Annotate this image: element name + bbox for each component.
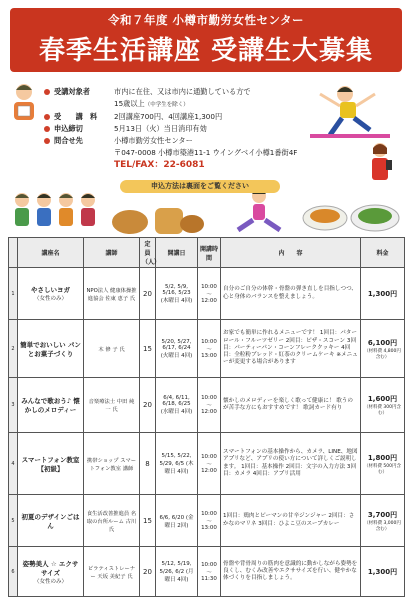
fee-note: （材料費 300円含む）: [363, 405, 402, 416]
dates: 6/4, 6/11, 6/18, 6/25 (水曜日 4回): [156, 378, 198, 433]
dates: 5/12, 5/19, 5/26, 6/2 (月曜日 4回): [156, 547, 198, 597]
yoga-woman-illustration: [232, 186, 287, 236]
info-label: 問合せ先: [54, 136, 83, 145]
exercise-woman-illustration: [300, 80, 400, 140]
row-number: 3: [9, 378, 18, 433]
column-header: 開講時間: [198, 238, 221, 268]
column-header: 内 容: [221, 238, 361, 268]
smartphone-woman-illustration: [360, 140, 400, 190]
info-value-age: 15歳以上: [114, 99, 145, 108]
row-number: 4: [9, 433, 18, 495]
instructor: 携帯ショップ スマートフォン教室 講師: [84, 433, 140, 495]
course-name: 姿勢美人 ☆ エクササイズ: [22, 559, 79, 577]
course-name: 初夏のデザインごはん: [21, 512, 80, 530]
bullet-icon: [44, 126, 50, 132]
dates: 5/15, 5/22, 5/29, 6/5 (木曜日 4回): [156, 433, 198, 495]
fee: 1,300円: [367, 289, 398, 298]
time: 10:00 ～ 12:00: [198, 268, 221, 320]
instructor: 木 修 子 氏: [84, 320, 140, 378]
course-name: みんなで歌おう♪ 懐かしのメロディー: [21, 397, 80, 414]
time: 10:00 ～ 13:00: [198, 320, 221, 378]
dates: 5/20, 5/27, 6/17, 6/24 (火曜日 4回): [156, 320, 198, 378]
info-label: 受 講 料: [54, 112, 98, 121]
time: 10:00 ～ 12:00: [198, 433, 221, 495]
row-number: 5: [9, 495, 18, 547]
instructor: 食生活改善推進員 名取の台所ルーム 古川 氏: [84, 495, 140, 547]
time: 10:00 ～ 12:00: [198, 378, 221, 433]
content: 骨盤や背骨周りの筋肉を意識的に動かしながら姿勢を良くし、むくみ改善やエクササイズを行い、健やかな体づくりを目指しましょう。: [221, 547, 361, 597]
capacity: 20: [140, 378, 156, 433]
content: 懐かしのメロディーを楽しく歌って健康に！ 歌うのが苦手な方にもおすすめです！ 歌詞カード有り: [221, 378, 361, 433]
column-header: 料金: [361, 238, 405, 268]
fee: 1,300円: [367, 567, 398, 576]
course-name: 簡単でおいしい パンとお菓子づくり: [20, 340, 81, 358]
column-header: 開講日: [156, 238, 198, 268]
capacity: 20: [140, 547, 156, 597]
info-row-contact: [44, 135, 304, 171]
course-table: [8, 237, 405, 597]
capacity: 15: [140, 320, 156, 378]
bullet-icon: [44, 138, 50, 144]
bullet-icon: [44, 114, 50, 120]
row-number: 1: [9, 268, 18, 320]
course-note: （女性のみ）: [33, 578, 67, 585]
dates: 5/2, 5/9, 5/16, 5/23 (木曜日 4回): [156, 268, 198, 320]
time: 10:00 ～ 13:00: [198, 495, 221, 547]
fee: 1,800円: [367, 453, 398, 462]
table-header-row: [9, 238, 405, 268]
application-info: [44, 86, 304, 171]
fee: 3,700円: [367, 510, 398, 519]
header-banner: [10, 8, 402, 72]
capacity: 8: [140, 433, 156, 495]
fee-note: （材料費 4,800円含む）: [364, 348, 401, 360]
fee-note: （材料費 3,000円含む）: [364, 520, 401, 532]
bullet-icon: [44, 89, 50, 95]
column-header: 定員（人）: [140, 238, 156, 268]
row-number: 2: [9, 320, 18, 378]
instructor: NPO法人 健康体操推進協会 佐東 恵子 氏: [84, 268, 140, 320]
singing-children-illustration: [8, 190, 103, 235]
table-row: [9, 495, 405, 547]
content: 自分のご自分の体幹・骨盤の弾き直しを目指しつつ、心と身体のバランスを整えましょう。: [221, 268, 361, 320]
dates: 6/6, 6/20 (金曜日 2回): [156, 495, 198, 547]
content: 1回目：鶏肉とピーマンの甘辛ジンジャー 2回目：さかなのマリネ 3回目：ひよこ豆のスープカレー: [221, 495, 361, 547]
contact-name: 小樽市勤労女性センター: [114, 136, 193, 145]
column-header: 講座名: [18, 238, 84, 268]
bread-illustration: [110, 196, 205, 236]
header-subtitle: 令和７年度 小樽市勤労女性センター: [107, 13, 305, 27]
info-row-deadline: [44, 123, 304, 135]
table-row: [9, 268, 405, 320]
capacity: 20: [140, 268, 156, 320]
table-row: [9, 547, 405, 597]
table-row: [9, 320, 405, 378]
content: スマートフォンの基本操作から、カメラ、LINE、地図アプリなど、アプリの使い方について詳しくご説明します。 1回目：基本操作 2回目：文字の入力方法 3回目：カメラ 4回目：アプリ活用: [221, 433, 361, 495]
fee-note: （材料費 500円含む）: [363, 463, 402, 475]
application-method-banner: 申込方法は裏面をご覧ください: [120, 180, 280, 193]
course-name: スマートフォン教室 【初級】: [21, 455, 80, 473]
contact-address: 〒047-0008 小樽市築港11-1 ウイングベイ小樽1番街4F: [114, 148, 298, 157]
info-label: 申込締切: [54, 124, 83, 133]
table-row: [9, 378, 405, 433]
info-value-note: （中学生を除く）: [144, 102, 189, 108]
fee: 6,100円: [367, 338, 398, 347]
info-value: 5月13日（火）当日消印有効: [114, 124, 207, 133]
info-row-target: [44, 86, 304, 111]
column-header: 講師: [84, 238, 140, 268]
capacity: 15: [140, 495, 156, 547]
course-name: やさしいヨガ: [31, 286, 70, 294]
fee: 1,600円: [367, 395, 398, 403]
instructor: ピラティストレーナー 天坂 美紀子 氏: [84, 547, 140, 597]
header-title: 春季生活講座 受講生大募集: [38, 36, 374, 66]
course-note: （女性のみ）: [33, 296, 67, 302]
reading-woman-illustration: [6, 80, 42, 130]
info-row-fee: [44, 111, 304, 123]
info-label: 受講対象者: [54, 87, 90, 96]
content: お家でも簡単に作れるメニューです！ 1回目：パターロール・フルーツゼリー 2回目：ピザ・スコーン 3回目：パーティーパン・コーンフレーククッキー 4回目：全粒粉ブレッド・紅茶のクリームケーキ ※メニューが変更する場合があります: [221, 320, 361, 378]
contact-tel: TEL/FAX：22-6081: [114, 160, 205, 170]
instructor: 音楽療法士 中田 純一 氏: [84, 378, 140, 433]
cooking-dishes-illustration: [300, 190, 405, 235]
info-value: 2回講座700円、4回講座1,300円: [114, 112, 223, 121]
table-row: [9, 433, 405, 495]
info-value: 市内に在住、又は市内に通勤している方で: [114, 87, 251, 96]
row-number: 6: [9, 547, 18, 597]
time: 10:00 ～ 11:30: [198, 547, 221, 597]
